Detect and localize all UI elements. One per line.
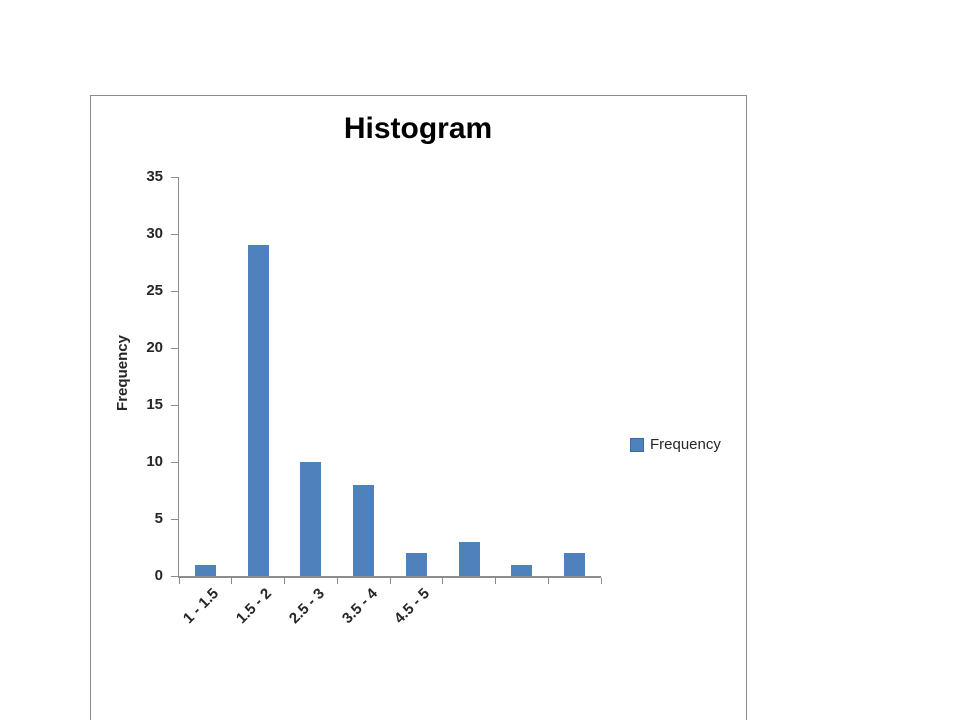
bar [195, 565, 216, 576]
y-axis-tick-mark [171, 291, 178, 292]
bar [353, 485, 374, 576]
y-axis-tick-mark [171, 405, 178, 406]
x-axis-tick-mark [548, 578, 549, 584]
y-axis-tick-label: 15 [146, 396, 163, 413]
legend-label: Frequency [650, 436, 721, 453]
x-axis-category-label: 3.5 - 4 [338, 585, 381, 628]
x-axis-tick-mark [390, 578, 391, 584]
y-axis-tick-mark [171, 462, 178, 463]
bar [248, 245, 269, 576]
bar [406, 553, 427, 576]
x-axis-tick-mark [601, 578, 602, 584]
y-axis-tick-mark [171, 234, 178, 235]
bar [511, 565, 532, 576]
x-axis-category-label: 2.5 - 3 [285, 585, 328, 628]
y-axis-tick-mark [171, 576, 178, 577]
x-axis-tick-mark [442, 578, 443, 584]
x-axis-category-label: 1.5 - 2 [233, 585, 276, 628]
x-axis-tick-mark [284, 578, 285, 584]
bar [300, 462, 321, 576]
x-axis-category-label: 4.5 - 5 [391, 585, 434, 628]
y-axis-tick-label: 0 [154, 567, 163, 584]
x-axis-category-label: 1 - 1.5 [180, 585, 223, 628]
x-axis-tick-mark [179, 578, 180, 584]
x-axis-tick-mark [231, 578, 232, 584]
chart-title: Histogram [343, 112, 493, 145]
x-axis-tick-mark [495, 578, 496, 584]
legend-marker-icon [630, 438, 644, 452]
legend [630, 436, 721, 453]
y-axis-tick-label: 5 [154, 510, 163, 527]
y-axis-tick-mark [171, 519, 178, 520]
y-axis-tick-label: 25 [146, 282, 163, 299]
y-axis-tick-mark [171, 348, 178, 349]
y-axis-tick-label: 10 [146, 453, 163, 470]
y-axis-tick-mark [171, 177, 178, 178]
x-axis-tick-mark [337, 578, 338, 584]
plot-area [146, 168, 601, 628]
y-axis-tick-label: 20 [146, 339, 163, 356]
y-axis-title: Frequency [114, 335, 131, 411]
y-axis-tick-label: 35 [146, 168, 163, 185]
y-axis-tick-label: 30 [146, 225, 163, 242]
bar [459, 542, 480, 576]
bar [564, 553, 585, 576]
